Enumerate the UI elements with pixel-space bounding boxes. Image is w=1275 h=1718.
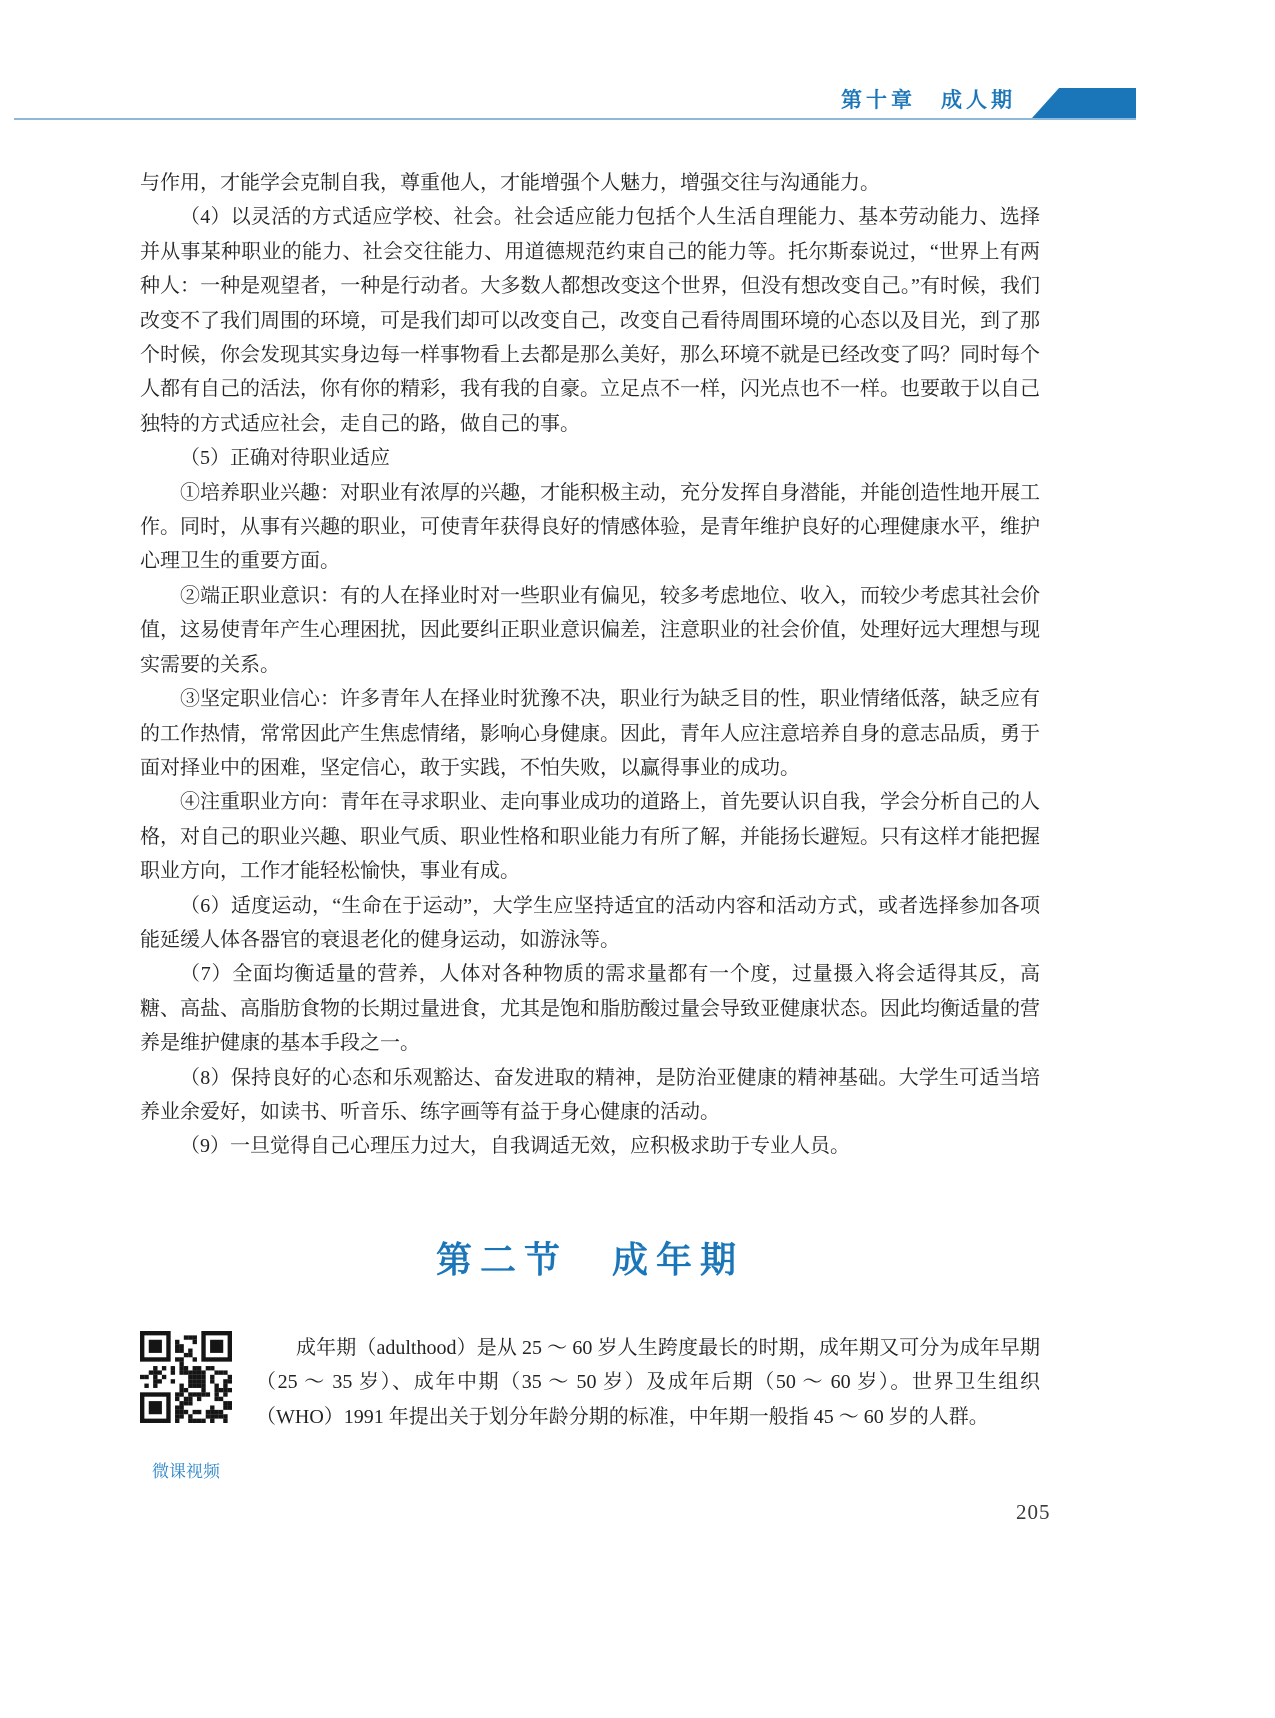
qr-caption: 微课视频	[152, 1461, 220, 1481]
body-paragraph: ④注重职业方向：青年在寻求职业、走向事业成功的道路上，首先要认识自我，学会分析自己的人格，对自己的职业兴趣、职业气质、职业性格和职业能力有所了解，并能扬长避短。只有这样才能把握职业方向，工作才能轻松愉快，事业有成。	[140, 791, 1040, 883]
page-header	[14, 84, 1136, 120]
section-title: 第二节 成年期	[435, 1238, 744, 1280]
body-paragraph: （7）全面均衡适量的营养，人体对各种物质的需求量都有一个度，过量摄入将会适得其反，高糖、高盐、高脂肪食物的长期过量进食，尤其是饱和脂肪酸过量会导致亚健康状态。因此均衡适量的营养是维护健康的基本手段之一。	[140, 963, 1040, 1055]
qr-code	[140, 1331, 232, 1423]
page-content	[140, 166, 1040, 1489]
chapter-banner	[14, 84, 1136, 118]
qr-block	[140, 1331, 256, 1489]
section-intro-row	[140, 1331, 1040, 1489]
body-paragraph: 与作用，才能学会克制自我，尊重他人，才能增强个人魅力，增强交往与沟通能力。	[140, 172, 880, 194]
body-paragraph: （6）适度运动，“生命在于运动”，大学生应坚持适宜的活动内容和活动方式，或者选择参加各项能延缓人体各器官的衰退老化的健身运动，如游泳等。	[140, 894, 1040, 951]
header-divider	[14, 118, 1136, 120]
chapter-title: 第十章 成人期	[841, 89, 1016, 112]
chapter-ribbon-shape	[1032, 88, 1136, 118]
body-paragraph: （8）保持良好的心态和乐观豁达、奋发进取的精神，是防治亚健康的精神基础。大学生可适当培养业余爱好，如读书、听音乐、练字画等有益于身心健康的活动。	[140, 1066, 1040, 1123]
page-number: 205	[1016, 1500, 1051, 1524]
section-intro-paragraph: 成年期（adulthood）是从 25 ～ 60 岁人生跨度最长的时期，成年期又可分为成年早期（25 ～ 35 岁）、成年中期（35 ～ 50 岁）及成年后期（50 ～ 60 岁）。世界卫生组织（WHO）1991 年提出关于划分年龄分期的标准，中年期一般指 45 ～ 60 岁的人群。	[256, 1336, 1040, 1428]
body-paragraph: ②端正职业意识：有的人在择业时对一些职业有偏见，较多考虑地位、收入，而较少考虑其社会价值，这易使青年产生心理困扰，因此要纠正职业意识偏差，注意职业的社会价值，处理好远大理想与现实需要的关系。	[140, 584, 1040, 676]
body-paragraph: （5）正确对待职业适应	[180, 447, 390, 470]
body-paragraph: （4）以灵活的方式适应学校、社会。社会适应能力包括个人生活自理能力、基本劳动能力、选择并从事某种职业的能力、社会交往能力、用道德规范约束自己的能力等。托尔斯泰说过，“世界上有两种人：一种是观望者，一种是行动者。大多数人都想改变这个世界，但没有想改变自己。”有时候，我们改变不了我们周围的环境，可是我们却可以改变自己，改变自己看待周围环境的心态以及目光，到了那个时候，你会发现其实身边每一样事物看上去都是那么美好，那么环境不就是已经改变了吗？同时每个人都有自己的活法，你有你的精彩，我有我的自豪。立足点不一样，闪光点也不一样。也要敢于以自己独特的方式适应社会，走自己的路，做自己的事。	[140, 206, 1040, 435]
body-paragraph: （9）一旦觉得自己心理压力过大，自我调适无效，应积极求助于专业人员。	[180, 1135, 850, 1158]
body-paragraph: ①培养职业兴趣：对职业有浓厚的兴趣，才能积极主动，充分发挥自身潜能，并能创造性地开展工作。同时，从事有兴趣的职业，可使青年获得良好的情感体验，是青年维护良好的心理健康水平，维护心理卫生的重要方面。	[140, 481, 1040, 573]
body-paragraph: ③坚定职业信心：许多青年人在择业时犹豫不决，职业行为缺乏目的性，职业情绪低落，缺乏应有的工作热情，常常因此产生焦虑情绪，影响心身健康。因此，青年人应注意培养自身的意志品质，勇于面对择业中的困难，坚定信心，敢于实践，不怕失败，以赢得事业的成功。	[140, 688, 1040, 779]
